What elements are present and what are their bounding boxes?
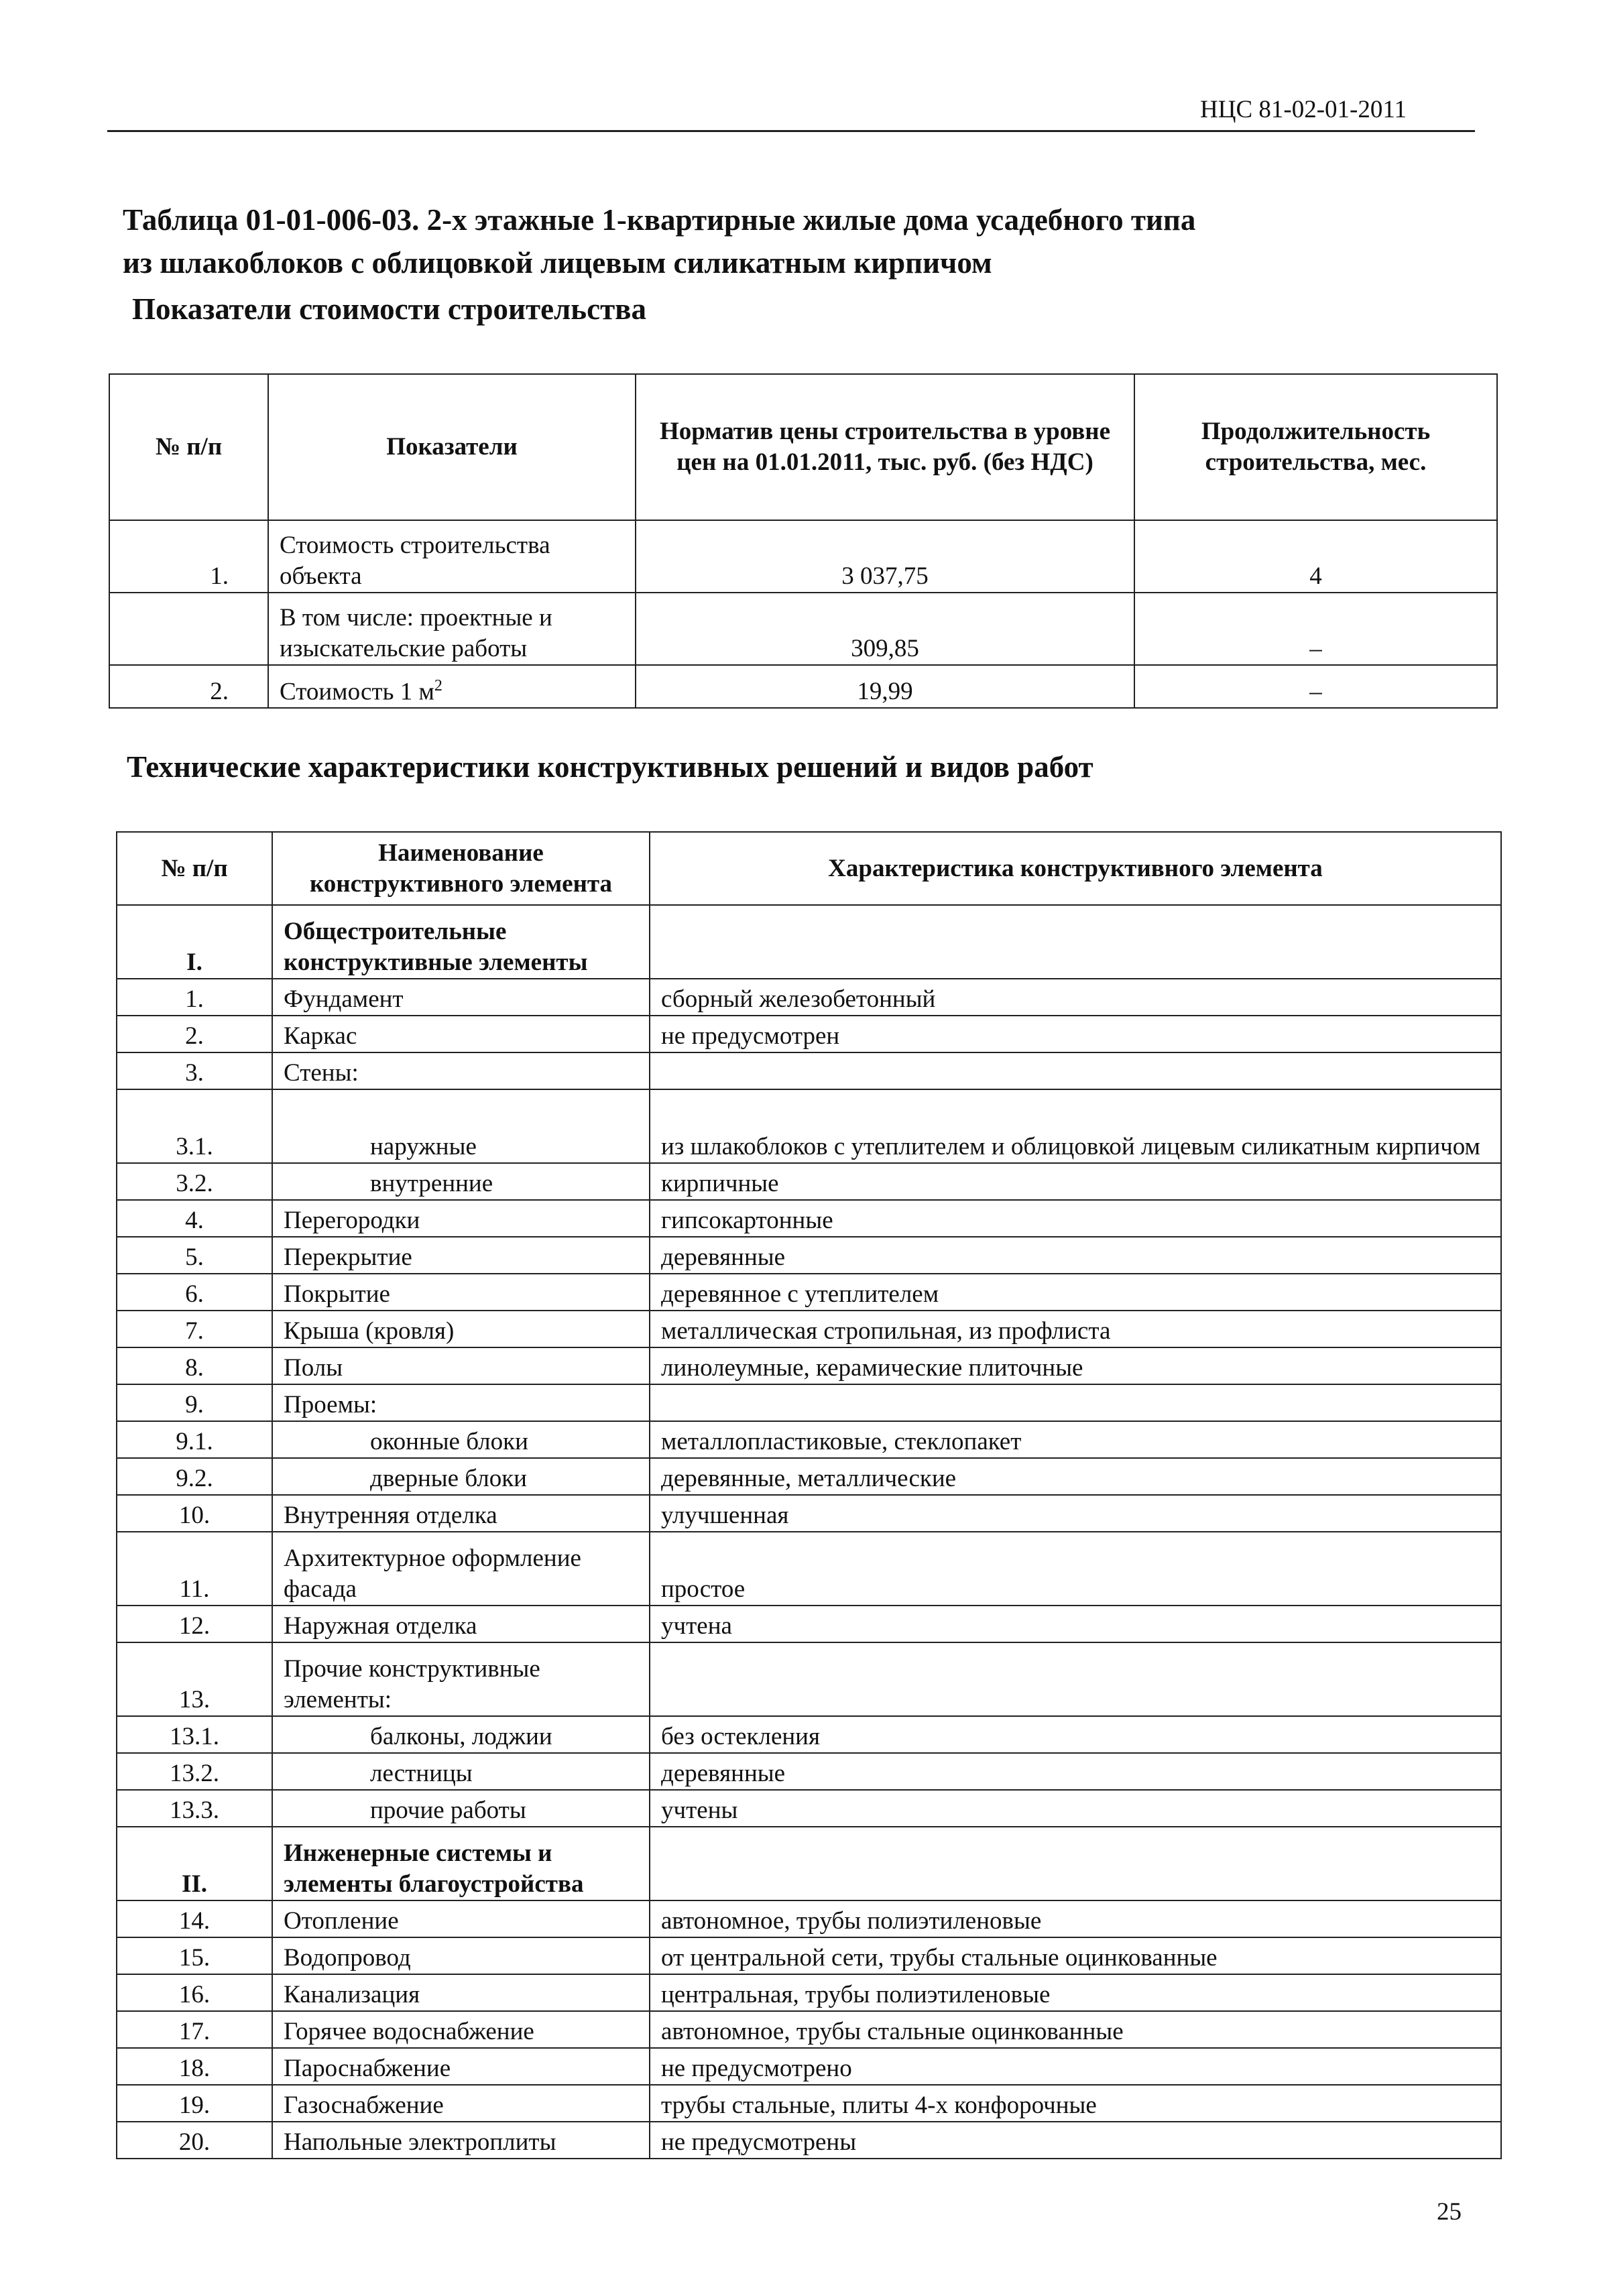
row-number: 13.2. (117, 1753, 272, 1790)
column-header-number: № п/п (109, 374, 268, 520)
element-name: лестницы (272, 1753, 650, 1790)
element-description: не предусмотрено (650, 2048, 1501, 2085)
table-title-line-1: Таблица 01-01-006-03. 2-х этажные 1-квартирные жилые дома усадебного типа (123, 203, 1196, 237)
element-name: Наружная отделка (272, 1606, 650, 1642)
row-number: 16. (117, 1974, 272, 2011)
column-header-price-norm: Норматив цены строительства в уровне цен на 01.01.2011, тыс. руб. (без НДС) (636, 374, 1134, 520)
element-description (650, 1384, 1501, 1421)
element-description: центральная, трубы полиэтиленовые (650, 1974, 1501, 2011)
row-number: 2. (117, 1016, 272, 1052)
table-row (117, 2122, 1501, 2159)
column-header-duration: Продолжительность строительства, мес. (1134, 374, 1497, 520)
element-name: балконы, лоджии (272, 1716, 650, 1753)
table-row (117, 1384, 1501, 1421)
row-number (109, 593, 268, 665)
row-number: 4. (117, 1200, 272, 1237)
element-name: Пароснабжение (272, 2048, 650, 2085)
element-description: от центральной сети, трубы стальные оцинкованные (650, 1937, 1501, 1974)
element-name: Крыша (кровля) (272, 1311, 650, 1347)
row-number: 14. (117, 1900, 272, 1937)
element-name: Покрытие (272, 1274, 650, 1311)
table-row (117, 1163, 1501, 1200)
table-row (117, 2085, 1501, 2122)
row-number: 3.2. (117, 1163, 272, 1200)
element-description: автономное, трубы полиэтиленовые (650, 1900, 1501, 1937)
element-description: трубы стальные, плиты 4-х конфорочные (650, 2085, 1501, 2122)
row-number: 9.2. (117, 1458, 272, 1495)
table-row (117, 1237, 1501, 1274)
element-name: внутренние (272, 1163, 650, 1200)
element-description: сборный железобетонный (650, 979, 1501, 1016)
row-number: 6. (117, 1274, 272, 1311)
table-row (117, 1753, 1501, 1790)
row-number: 7. (117, 1311, 272, 1347)
element-description: из шлакоблоков с утеплителем и облицовкой лицевым силикатным кирпичом (650, 1089, 1501, 1163)
section-row (117, 905, 1501, 979)
table-row (117, 1606, 1501, 1642)
tech-table-body (117, 905, 1501, 2159)
element-name: Перегородки (272, 1200, 650, 1237)
table-row (117, 979, 1501, 1016)
element-description: деревянное с утеплителем (650, 1274, 1501, 1311)
element-description: деревянные (650, 1237, 1501, 1274)
duration-value: 4 (1134, 520, 1497, 593)
table-title-line-2: из шлакоблоков с облицовкой лицевым силикатным кирпичом (123, 246, 992, 280)
table-title (123, 198, 1195, 284)
table-row (117, 1900, 1501, 1937)
column-header-number: № п/п (117, 832, 272, 905)
element-name: Общестроительные конструктивные элементы (272, 905, 650, 979)
element-name: Отопление (272, 1900, 650, 1937)
row-number: 15. (117, 1937, 272, 1974)
element-name: наружные (272, 1089, 650, 1163)
table-row (117, 1937, 1501, 1974)
element-description: не предусмотрены (650, 2122, 1501, 2159)
element-description (650, 1642, 1501, 1716)
row-number: 1. (109, 520, 268, 593)
element-description: автономное, трубы стальные оцинкованные (650, 2011, 1501, 2048)
element-name: Водопровод (272, 1937, 650, 1974)
element-name: Фундамент (272, 979, 650, 1016)
element-description: учтена (650, 1606, 1501, 1642)
page-number: 25 (1437, 2198, 1462, 2226)
column-header-indicator: Показатели (268, 374, 636, 520)
tech-section-heading: Технические характеристики конструктивных решений и видов работ (127, 750, 1093, 784)
element-name: дверные блоки (272, 1458, 650, 1495)
element-name: Полы (272, 1347, 650, 1384)
element-name: Канализация (272, 1974, 650, 2011)
element-name: Инженерные системы и элементы благоустройства (272, 1827, 650, 1900)
cost-indicators-table (109, 373, 1498, 709)
row-number: 8. (117, 1347, 272, 1384)
price-norm-value: 309,85 (636, 593, 1134, 665)
element-description (650, 1052, 1501, 1089)
element-name: прочие работы (272, 1790, 650, 1827)
cost-section-heading: Показатели стоимости строительства (132, 292, 646, 326)
row-number: 13.1. (117, 1716, 272, 1753)
table-row (117, 1016, 1501, 1052)
row-number: I. (117, 905, 272, 979)
element-description: улучшенная (650, 1495, 1501, 1532)
row-number: 13.3. (117, 1790, 272, 1827)
table-row (117, 1458, 1501, 1495)
duration-value: – (1134, 593, 1497, 665)
cost-table-header-row (109, 374, 1497, 520)
indicator-name: Стоимость строительства объекта (268, 520, 636, 593)
cost-table-row (109, 665, 1497, 708)
table-row (117, 2048, 1501, 2085)
element-description: гипсокартонные (650, 1200, 1501, 1237)
table-row (117, 1089, 1501, 1163)
price-norm-value: 3 037,75 (636, 520, 1134, 593)
section-row (117, 1827, 1501, 1900)
element-name: Внутренняя отделка (272, 1495, 650, 1532)
table-row (117, 1421, 1501, 1458)
column-header-element-name: Наименование конструктивного элемента (272, 832, 650, 905)
duration-value: – (1134, 665, 1497, 708)
row-number: 9. (117, 1384, 272, 1421)
table-row (117, 1200, 1501, 1237)
row-number: 3. (117, 1052, 272, 1089)
table-row (117, 1974, 1501, 2011)
element-name: оконные блоки (272, 1421, 650, 1458)
element-name: Перекрытие (272, 1237, 650, 1274)
indicator-name (268, 665, 636, 708)
column-header-element-description: Характеристика конструктивного элемента (650, 832, 1501, 905)
element-description (650, 905, 1501, 979)
row-number: 12. (117, 1606, 272, 1642)
table-row (117, 1716, 1501, 1753)
price-norm-value: 19,99 (636, 665, 1134, 708)
element-description: кирпичные (650, 1163, 1501, 1200)
element-name: Каркас (272, 1016, 650, 1052)
element-description: простое (650, 1532, 1501, 1606)
element-name: Проемы: (272, 1384, 650, 1421)
row-number: 11. (117, 1532, 272, 1606)
element-name: Напольные электроплиты (272, 2122, 650, 2159)
cost-table-row (109, 593, 1497, 665)
technical-characteristics-table (116, 831, 1502, 2159)
row-number: 17. (117, 2011, 272, 2048)
element-description (650, 1827, 1501, 1900)
row-number: 9.1. (117, 1421, 272, 1458)
indicator-name-text: Стоимость 1 м (280, 678, 434, 705)
row-number: II. (117, 1827, 272, 1900)
table-row (117, 1495, 1501, 1532)
element-description: металлопластиковые, стеклопакет (650, 1421, 1501, 1458)
element-name: Прочие конструктивные элементы: (272, 1642, 650, 1716)
table-row (117, 1790, 1501, 1827)
indicator-name: В том числе: проектные и изыскательские работы (268, 593, 636, 665)
row-number: 2. (109, 665, 268, 708)
tech-table-header-row (117, 832, 1501, 905)
table-row (117, 1642, 1501, 1716)
element-name: Архитектурное оформление фасада (272, 1532, 650, 1606)
table-row (117, 1347, 1501, 1384)
element-description: металлическая стропильная, из профлиста (650, 1311, 1501, 1347)
element-name: Газоснабжение (272, 2085, 650, 2122)
row-number: 13. (117, 1642, 272, 1716)
table-row (117, 1311, 1501, 1347)
header-divider (107, 130, 1475, 132)
element-description: деревянные (650, 1753, 1501, 1790)
table-row (117, 1274, 1501, 1311)
table-row (117, 2011, 1501, 2048)
row-number: 5. (117, 1237, 272, 1274)
row-number: 20. (117, 2122, 272, 2159)
element-description: не предусмотрен (650, 1016, 1501, 1052)
element-description: линолеумные, керамические плиточные (650, 1347, 1501, 1384)
row-number: 1. (117, 979, 272, 1016)
element-description: деревянные, металлические (650, 1458, 1501, 1495)
unit-exponent: 2 (434, 676, 442, 694)
row-number: 3.1. (117, 1089, 272, 1163)
element-name: Горячее водоснабжение (272, 2011, 650, 2048)
element-description: учтены (650, 1790, 1501, 1827)
row-number: 19. (117, 2085, 272, 2122)
cost-table-row (109, 520, 1497, 593)
row-number: 18. (117, 2048, 272, 2085)
element-description: без остекления (650, 1716, 1501, 1753)
table-row (117, 1532, 1501, 1606)
document-code: НЦС 81-02-01-2011 (1200, 96, 1407, 123)
row-number: 10. (117, 1495, 272, 1532)
element-name: Стены: (272, 1052, 650, 1089)
table-row (117, 1052, 1501, 1089)
